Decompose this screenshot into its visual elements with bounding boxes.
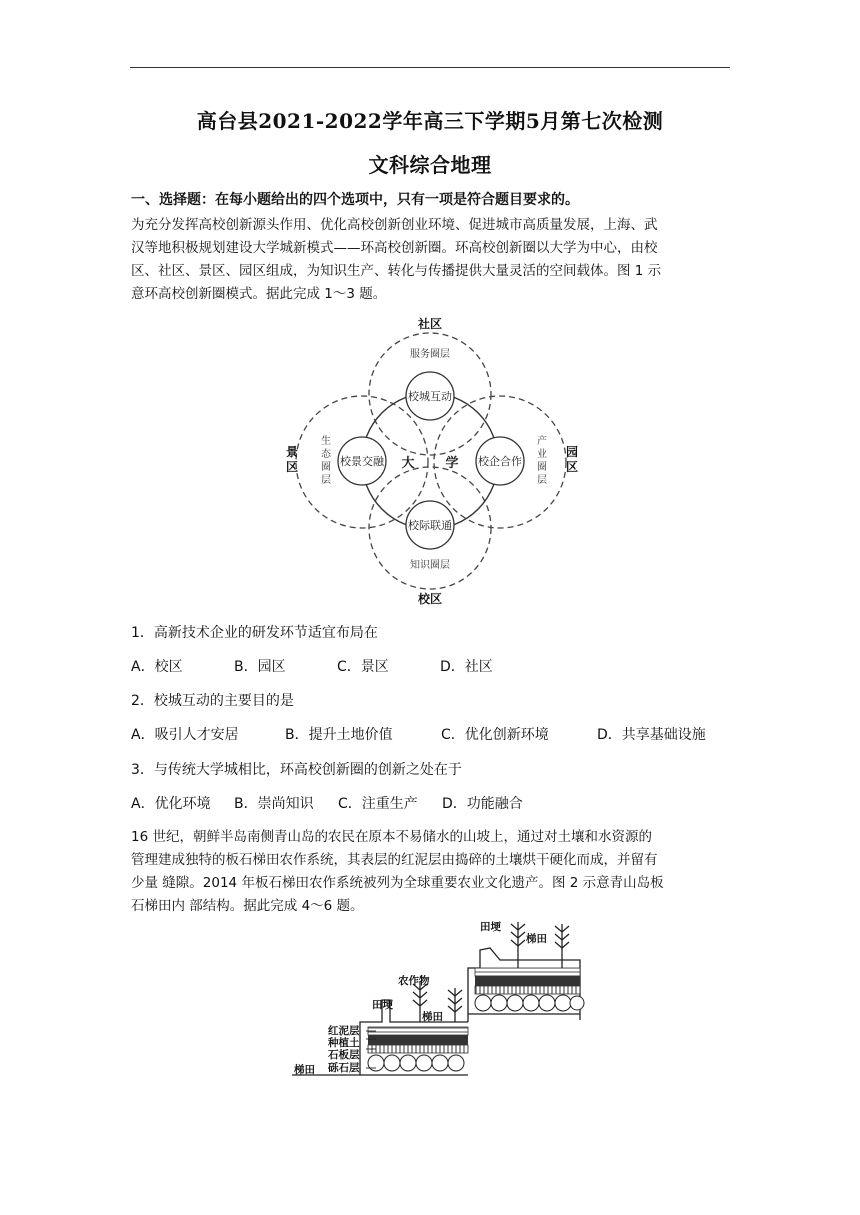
eco-layer-char: 态: [321, 449, 331, 460]
option[interactable]: A．优化环境: [131, 796, 211, 812]
eco-layer-char: 圈: [321, 462, 331, 473]
option[interactable]: C．注重生产: [338, 796, 418, 812]
passage-1-line: 汉等地积极规划建设大学城新模式——环高校创新圈。环高校创新圈以大学为中心，由校: [131, 240, 658, 256]
industry-layer-char: 层: [537, 475, 547, 486]
page-title: 高台县2021-2022学年高三下学期5月第七次检测: [196, 109, 664, 133]
upper-gravel: [475, 995, 584, 1011]
figure-1-diagram: [280, 312, 585, 610]
node-right: 校企合作: [478, 455, 522, 468]
knowledge-layer-label: 知识圈层: [410, 560, 450, 571]
question-2-options: [131, 724, 706, 744]
center-label-right: 学: [445, 456, 459, 471]
label-planting-soil: 种植土: [328, 1037, 360, 1049]
option[interactable]: A．吸引人才安居: [131, 727, 239, 743]
passage-1-line: 区、社区、景区、园区组成，为知识生产、转化与传播提供大量灵活的空间载体。图 1 示: [131, 263, 662, 279]
left-label: 景区: [285, 445, 299, 474]
service-layer-label: 服务圈层: [410, 349, 450, 360]
label-tiangeng-lower: 田埂: [372, 999, 393, 1011]
question-2-stem: 2．校城互动的主要目的是: [131, 693, 294, 709]
option[interactable]: D．功能融合: [442, 796, 523, 812]
option[interactable]: C．优化创新环境: [441, 727, 549, 743]
eco-layer-char: 层: [321, 475, 331, 486]
label-crop: 农作物: [398, 975, 430, 987]
passage-1-line: 意环高校创新圈模式。据此完成 1～3 题。: [131, 286, 387, 302]
node-bottom: 校际联通: [408, 519, 452, 532]
passage-2-line: 管理建成独特的板石梯田农作系统，其表层的红泥层由捣碎的土壤烘干硬化而成，并留有: [131, 852, 658, 868]
figure-2-diagram: [290, 910, 590, 1085]
label-titian-upper: 梯田: [526, 933, 547, 945]
upper-planting-soil: [475, 976, 580, 986]
center-label-left: 大: [401, 456, 415, 471]
passage-2-line: 石梯田内 部结构。据此完成 4～6 题。: [131, 898, 364, 914]
option[interactable]: B．崇尚知识: [234, 796, 314, 812]
industry-layer-char: 圈: [537, 462, 547, 473]
passage-2-line: 16 世纪，朝鲜半岛南侧青山岛的农民在原本不易储水的山坡上，通过对土壤和水资源的: [131, 829, 652, 845]
lower-stone-slab: [368, 1045, 468, 1053]
upper-red-mud: [475, 968, 580, 976]
crop-icon: [511, 922, 569, 968]
label-red-mud: 红泥层: [328, 1025, 360, 1037]
upper-stone-slab: [475, 986, 580, 994]
option[interactable]: B．园区: [234, 659, 286, 675]
passage-2: [131, 826, 731, 918]
passage-2-line: 少量 缝隙。2014 年板石梯田农作系统被列为全球重要农业文化遗产。图 2 示意青山岛板: [131, 875, 664, 891]
eco-layer-char: 生: [321, 436, 331, 447]
top-label: 社区: [417, 317, 443, 331]
question-1-options: [131, 656, 493, 676]
option[interactable]: C．景区: [337, 659, 389, 675]
option[interactable]: D．社区: [440, 659, 493, 675]
section-heading: 一、选择题：在每小题给出的四个选项中，只有一项是符合题目要求的。: [131, 192, 579, 208]
label-titian-mid: 梯田: [422, 1011, 443, 1023]
lower-red-mud: [368, 1027, 468, 1035]
label-gravel: 砾石层: [328, 1062, 360, 1074]
node-top: 校城互动: [408, 390, 452, 403]
passage-1-line: 为充分发挥高校创新源头作用、优化高校创新创业环境、促进城市高质量发展，上海、武: [131, 217, 658, 233]
header-rule: [130, 67, 730, 68]
node-left: 校景交融: [340, 455, 384, 468]
bottom-label: 校区: [417, 592, 443, 606]
right-label: 园区: [565, 445, 579, 474]
label-stone-slab: 石板层: [328, 1049, 360, 1061]
lower-planting-soil: [368, 1035, 468, 1045]
industry-layer-char: 业: [537, 449, 547, 460]
option[interactable]: B．提升土地价值: [285, 727, 393, 743]
question-1-stem: 1．高新技术企业的研发环节适宜布局在: [131, 625, 378, 641]
label-titian-bottom: 梯田: [294, 1064, 315, 1076]
option[interactable]: D．共享基础设施: [597, 727, 706, 743]
question-3-options: [131, 793, 523, 813]
page-subtitle: 文科综合地理: [368, 153, 492, 177]
industry-layer-char: 产: [537, 436, 547, 447]
lower-gravel: [368, 1055, 464, 1071]
option[interactable]: A．校区: [131, 659, 183, 675]
question-3-stem: 3．与传统大学城相比，环高校创新圈的创新之处在于: [131, 762, 462, 778]
label-tiangeng-upper: 田埂: [480, 921, 501, 933]
passage-1: [131, 214, 731, 306]
